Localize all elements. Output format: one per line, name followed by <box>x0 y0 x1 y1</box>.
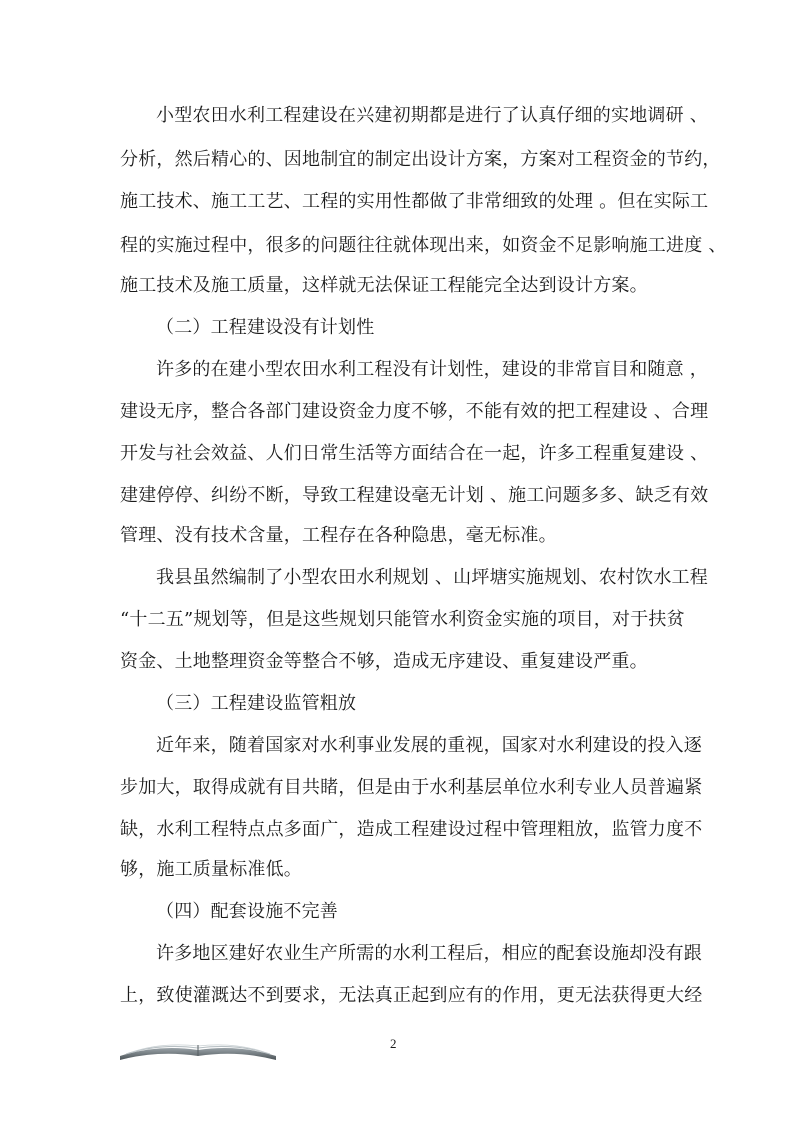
paragraph-2-line-1: 许多的在建小型农田水利工程没有计划性，建设的非常盲目和随意 ， <box>156 359 708 380</box>
section-heading-2: （二）工程建设没有计划性 <box>156 317 375 338</box>
paragraph-2-line-5: 管理、没有技术含量，工程存在各种隐患，毫无标准。 <box>120 525 557 546</box>
paragraph-2-line-2: 建设无序，整合各部门建设资金力度不够，不能有效的把工程建设 、合理 <box>120 401 709 422</box>
paragraph-4-line-4: 够，施工质量标准低。 <box>120 859 302 880</box>
paragraph-3-line-1: 我县虽然编制了小型农田水利规划 、山坪塘实施规划、农村饮水工程 <box>156 567 708 588</box>
paragraph-1-line-1: 小型农田水利工程建设在兴建初期都是进行了认真仔细的实地调研 、 <box>156 105 708 126</box>
paragraph-1-line-5: 施工技术及施工质量，这样就无法保证工程能完全达到设计方案。 <box>120 275 648 296</box>
paragraph-4-line-1: 近年来，随着国家对水利事业发展的重视，国家对水利建设的投入逐 <box>156 735 702 756</box>
paragraph-3-line-3: 资金、土地整理资金等整合不够，造成无序建设、重复建设严重。 <box>120 651 648 672</box>
paragraph-3-line-2: “十二五”规划等，但是这些规划只能管水利资金实施的项目，对于扶贫 <box>120 609 685 630</box>
paragraph-4-line-2: 步加大，取得成就有目共睹，但是由于水利基层单位水利专业人员普遍紧 <box>120 777 703 798</box>
page-number: 2 <box>390 1036 397 1051</box>
paragraph-2-line-4: 建建停停、纠纷不断，导致工程建设毫无计划 、施工问题多多、缺乏有效 <box>120 485 709 506</box>
section-heading-4: （四）配套设施不完善 <box>156 901 338 922</box>
paragraph-1-line-4: 程的实施过程中，很多的问题往往就体现出来，如资金不足影响施工进度 、 <box>120 235 727 256</box>
paragraph-1-line-2: 分析，然后精心的、因地制宜的制定出设计方案，方案对工程资金的节约， <box>120 149 721 170</box>
paragraph-5-line-2: 上，致使灌溉达不到要求，无法真正起到应有的作用，更无法获得更大经 <box>120 985 703 1006</box>
open-book-icon <box>118 1034 278 1062</box>
paragraph-5-line-1: 许多地区建好农业生产所需的水利工程后，相应的配套设施却没有跟 <box>156 943 702 964</box>
paragraph-4-line-3: 缺，水利工程特点点多面广，造成工程建设过程中管理粗放，监管力度不 <box>120 819 703 840</box>
paragraph-1-line-3: 施工技术、施工工艺、工程的实用性都做了非常细致的处理 。但在实际工 <box>120 191 709 212</box>
paragraph-2-line-3: 开发与社会效益、人们日常生活等方面结合在一起，许多工程重复建设 、 <box>120 443 709 464</box>
section-heading-3: （三）工程建设监管粗放 <box>156 693 357 714</box>
